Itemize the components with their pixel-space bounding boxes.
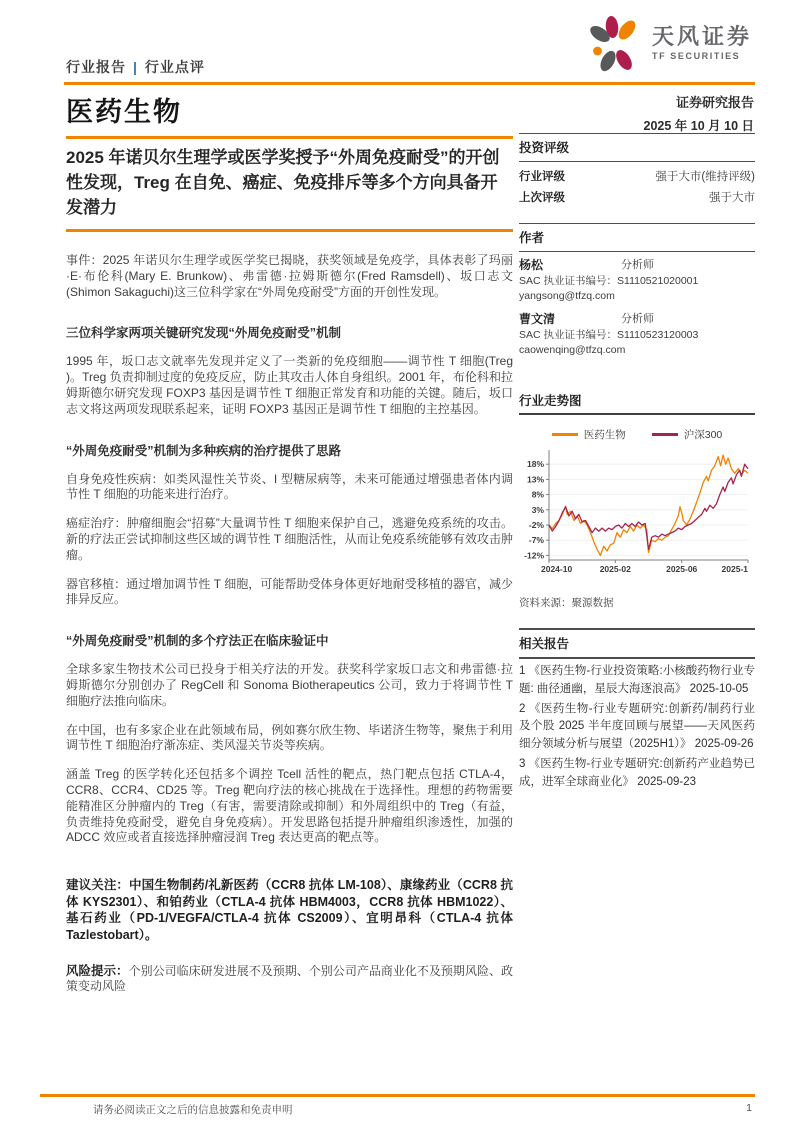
flower-logo-icon (589, 14, 643, 72)
author-sac-number: SAC 执业证书编号：S1110523120003 (519, 329, 699, 341)
chart-source: 资料来源：聚源数据 (519, 597, 614, 609)
legend-line-icon (652, 433, 678, 436)
x-tick-label: 2025-1 (721, 564, 748, 574)
legend-line-icon (552, 433, 578, 436)
event-paragraph: 事件：2025 年诺贝尔生理学或医学奖已揭晓，获奖领域是免疫学，具体表彰了玛丽·E·布伦科(Mary E. Brunkow)、弗雷德·拉姆斯德尔(Fred Ramsdell)、坂口志文(Shimon Sakaguchi)这三位科学家在“外周免疫耐受”方面的开创性发现。 (66, 253, 513, 299)
author-name: 曹文清 (519, 312, 556, 326)
risk-text: 个别公司临床研发进展不及预期、个别公司产品商业化不及预期风险、政策变动风险 (66, 963, 513, 994)
brand-subtitle: TF SECURITIES (651, 51, 741, 62)
authors-block (519, 252, 755, 377)
legend-item (552, 427, 626, 442)
rating-row-label: 行业评级 (519, 171, 565, 183)
rating-row-label: 上次评级 (519, 192, 565, 204)
related-reports-heading: 相关报告 (519, 637, 570, 651)
section-heading-2: “外周免疫耐受”机制为多种疾病的治疗提供了思路 (66, 443, 342, 458)
report-title: 《医药生物-行业专题研究:创新药/制药行业及个股 2025 半年度回顾与展望——天风医药细分领域分析与展望（2025H1）》 (519, 702, 755, 751)
author-role: 分析师 (621, 313, 654, 325)
rating-heading: 投资评级 (519, 141, 570, 155)
report-kicker (66, 57, 205, 77)
rating-row-value: 强于大市 (709, 192, 755, 204)
author-email: yangsong@tfzq.com (519, 289, 615, 302)
author-role: 分析师 (621, 259, 654, 271)
author-entry (519, 311, 755, 357)
kicker-right: 行业点评 (144, 59, 205, 75)
legend-item (652, 427, 723, 442)
report-item-date: 2025-10-05 (689, 682, 749, 695)
report-type-label: 证券研究报告 (675, 95, 754, 110)
related-reports-list (519, 659, 755, 792)
report-item-date: 2025-09-23 (637, 775, 697, 788)
suggest-label: 建议关注： (66, 878, 130, 893)
author-sac-number: SAC 执业证书编号：S1110521020001 (519, 275, 699, 287)
y-tick-label: 13% (526, 474, 544, 485)
page-title: 医药生物 (66, 97, 182, 127)
legend-label: 医药生物 (583, 429, 626, 441)
paragraph: 1995 年，坂口志文就率先发现并定义了一类新的免疫细胞——调节性 T 细胞(Treg )。Treg 负责抑制过度的免疫反应，防止其攻击人体自身组织。2001 年，布伦科和拉姆斯德尔研究发现 FOXP3 基因是调节性 T 细胞正常发育和功能的关键。随后，坂口志文将这两项发现联系起来，证明 FOXP3 基因正是调节性 T 细胞的主控基因。 (66, 354, 513, 416)
trend-chart-heading: 行业走势图 (519, 391, 755, 415)
paragraph: 癌症治疗：肿瘤细胞会“招募”大量调节性 T 细胞来保护自己，逃避免疫系统的攻击。新的疗法正尝试抑制这些区域的调节性 T 细胞活性，从而让免疫系统能够有效攻击肿瘤。 (66, 516, 513, 562)
related-report-item (519, 663, 755, 699)
y-tick-label: -12% (524, 550, 544, 561)
paragraph: 在中国，也有多家企业在此领域布局，例如赛尔欣生物、毕诺济生物等，聚焦于利用调节性 T 细胞治疗渐冻症、类风湿关节炎等疾病。 (66, 722, 513, 753)
kicker-left: 行业报告 (66, 59, 126, 75)
report-date: 2025 年 10 月 10 日 (643, 119, 754, 133)
legend-label: 沪深300 (683, 429, 723, 441)
kicker-divider: | (133, 59, 138, 75)
y-tick-label: 3% (531, 504, 544, 515)
rating-row-value: 强于大市(维持评级) (655, 171, 755, 183)
section-heading-3: “外周免疫耐受”机制的多个疗法正在临床验证中 (66, 634, 329, 649)
chart-legend (519, 427, 755, 442)
rating-row (519, 188, 755, 209)
x-tick-label: 2025-06 (666, 564, 698, 574)
suggest-text: 中国生物制药/礼新医药（CCR8 抗体 LM-108）、康缘药业（CCR8 抗体 KYS2301）、和铂药业（CTLA-4 抗体 HBM4003，CCR8 抗体 HBM1022）、基石药业（PD-1/VEGFA/CTLA-4 抗体 CS2009）、宜明昂科（CTLA-4 抗体 Tazlestobart）。 (66, 878, 513, 942)
related-report-item (519, 701, 755, 754)
brand-name: 天风证券 (651, 23, 752, 49)
report-number: 1 (519, 665, 526, 677)
report-headline: 2025 年诺贝尔生理学或医学奖授予“外周免疫耐受”的开创性发现，Treg 在自免、癌症、免疫排斥等多个方向具备开发潜力 (66, 136, 513, 232)
footer-page-number: 1 (746, 1102, 752, 1114)
related-reports-block (519, 628, 755, 792)
suggest-paragraph (66, 877, 513, 943)
x-tick-label: 2025-02 (599, 564, 631, 574)
trend-line-1 (549, 464, 748, 549)
author-name: 杨松 (519, 258, 544, 272)
y-tick-label: 8% (531, 489, 544, 500)
report-title: 《医药生物-行业投资策略:小核酸药物行业专题: 曲径通幽，星辰大海逐浪高》 (519, 665, 755, 695)
footer-divider-rule (40, 1094, 755, 1097)
x-tick-label: 2024-10 (541, 564, 573, 574)
report-title: 《医药生物-行业专题研究:创新药产业趋势已成，进军全球商业化》 (519, 757, 755, 788)
paragraph: 器官移植：通过增加调节性 T 细胞，可能帮助受体身体更好地耐受移植的器官，减少排异反应。 (66, 576, 513, 607)
author-email: caowenqing@tfzq.com (519, 343, 626, 356)
y-tick-label: -2% (528, 520, 544, 530)
paragraph: 涵盖 Treg 的医学转化还包括多个调控 Tcell 活性的靶点，热门靶点包括 CTLA-4，CCR8、CCR4、CD25 等。Treg 靶向疗法的核心挑战在于选择性。理想的药物需要能精准区分肿瘤内的 Treg（有害，需要清除或抑制）和外周组织中的 Treg（有益，负责维持免疫耐受，避免自身免疫病）。开发思路包括提升肿瘤组织渗透性，加强的 ADCC 效应或者直接选择肿瘤浸润 Treg 表达更高的靶点等。 (66, 767, 513, 845)
rating-row (519, 167, 755, 188)
brand-logo (589, 14, 752, 72)
industry-trend-block (519, 391, 755, 610)
paragraph: 自身免疫性疾病：如类风湿性关节炎、I 型糖尿病等，未来可能通过增强患者体内调节性 T 细胞的功能来进行治疗。 (66, 471, 513, 502)
sidebar (519, 133, 755, 792)
footer-disclaimer: 请务必阅读正文之后的信息披露和免责申明 (93, 1104, 293, 1116)
report-meta (644, 92, 754, 134)
risk-paragraph (66, 964, 513, 996)
related-report-item (519, 756, 755, 792)
section-heading-1: 三位科学家两项关键研究发现“外周免疫耐受”机制 (66, 326, 342, 341)
rating-table (519, 162, 755, 223)
authors-heading: 作者 (519, 231, 545, 245)
risk-label: 风险提示： (66, 963, 129, 978)
author-entry (519, 257, 755, 303)
brand-text (652, 25, 752, 61)
report-number: 3 (519, 757, 526, 770)
main-column (66, 136, 513, 995)
trend-chart-svg (519, 446, 755, 578)
paragraph: 全球多家生物技术公司已投身于相关疗法的开发。获奖科学家坂口志文和弗雷德·拉姆斯德尔分别创办了 RegCell 和 Sonoma Biotherapeutics 公司，致力于将调节性 T 细胞疗法推向临床。 (66, 662, 513, 708)
header-divider-rule (64, 82, 755, 85)
y-tick-label: -7% (528, 535, 544, 546)
y-tick-label: 18% (526, 459, 544, 470)
report-number: 2 (519, 702, 526, 715)
report-item-date: 2025-09-26 (694, 738, 754, 751)
